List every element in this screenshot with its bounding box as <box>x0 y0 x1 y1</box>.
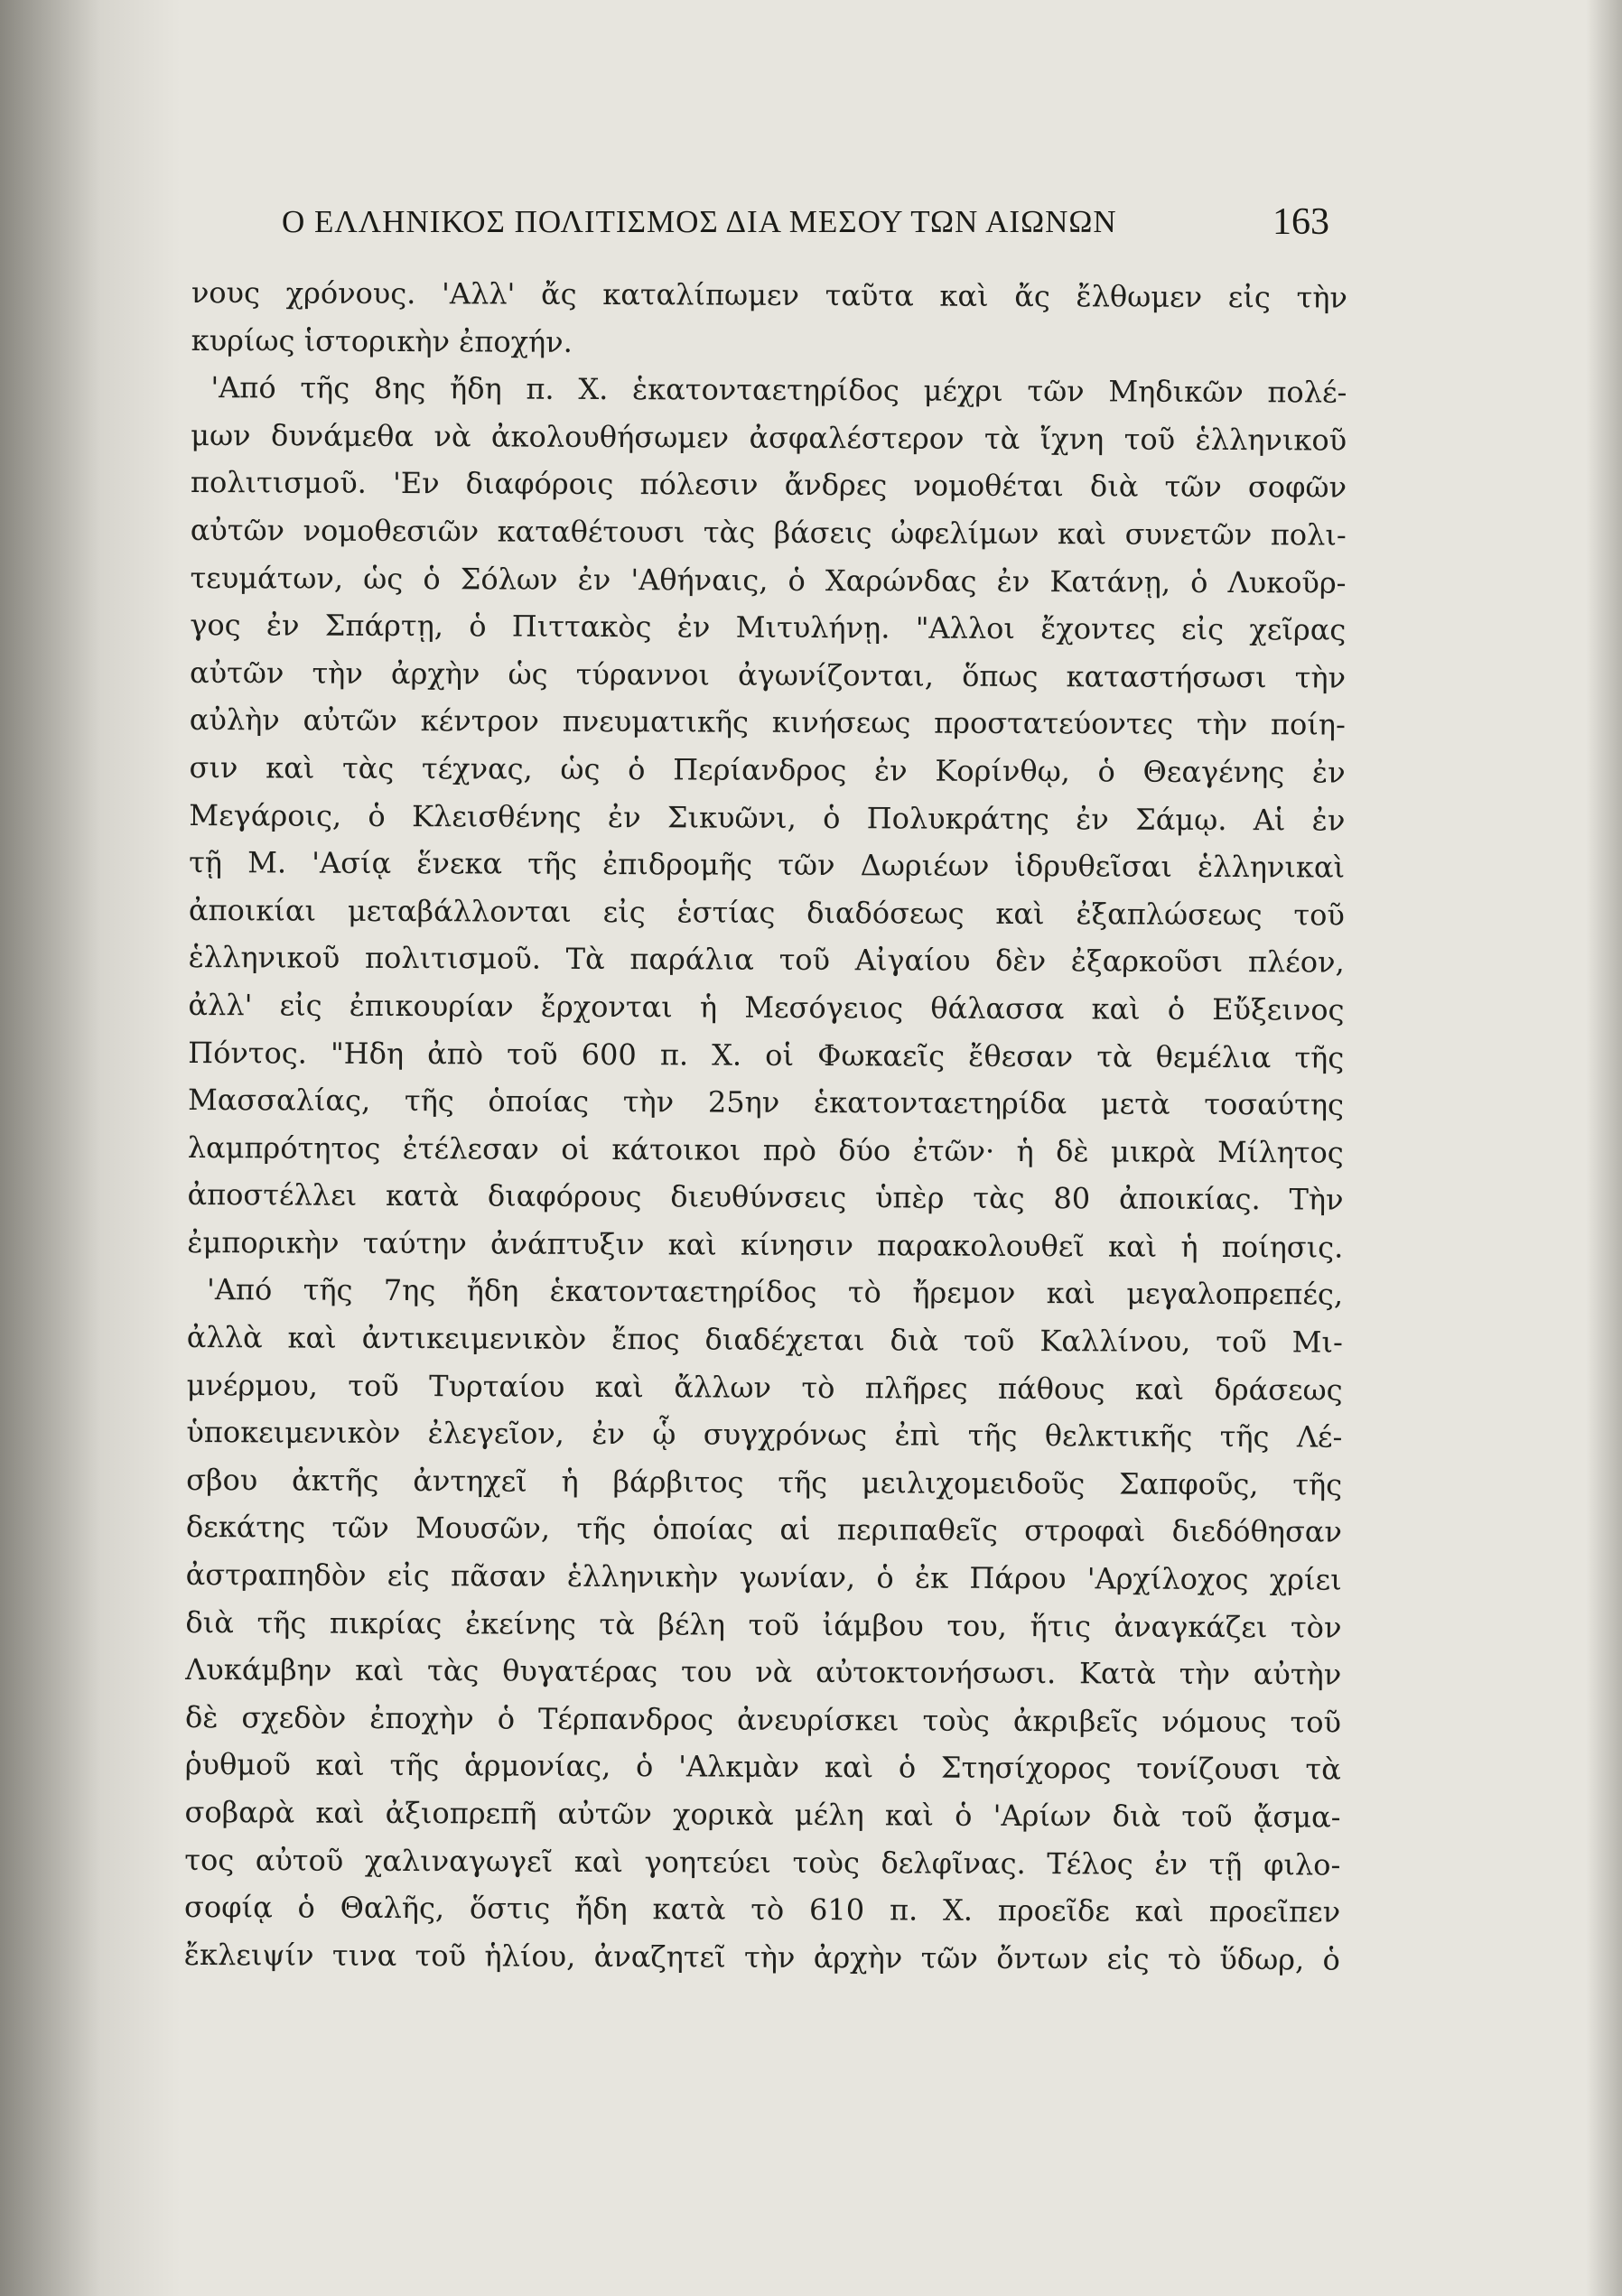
text-line: σβου ἀκτῆς ἀντηχεῖ ἡ βάρβιτος τῆς μειλιχομειδοῦς Σαπφοῦς, τῆς <box>186 1462 1343 1502</box>
text-line: τευμάτων, ὡς ὁ Σόλων ἐν 'Αθήναις, ὁ Χαρώνδας ἐν Κατάνῃ, ὁ Λυκοῦρ- <box>190 560 1347 600</box>
text-line: κυρίως ἱστορικὴν ἐποχήν. <box>191 322 573 359</box>
text-line: αὐτῶν τὴν ἀρχὴν ὡς τύραννοι ἀγωνίζονται, ὅπως καταστήσωσι τὴν <box>189 655 1347 695</box>
body-text <box>184 269 1347 1984</box>
text-line: ἐμπορικὴν ταύτην ἀνάπτυξιν καὶ κίνησιν παρακολουθεῖ καὶ ἡ ποίησις. <box>187 1224 1344 1265</box>
text-line: ἑλληνικοῦ πολιτισμοῦ. Τὰ παράλια τοῦ Αἰγαίου δὲν ἐξαρκοῦσι πλέον, <box>188 940 1345 980</box>
text-line: ὑποκειμενικὸν ἐλεγεῖον, ἐν ᾧ συγχρόνως ἐπὶ τῆς θελκτικῆς τῆς Λέ- <box>186 1415 1343 1455</box>
text-line: ἀλλ' εἰς ἐπικουρίαν ἔρχονται ἡ Μεσόγειος θάλασσα καὶ ὁ Εὔξεινος <box>188 987 1345 1027</box>
text-line: σοφίᾳ ὁ Θαλῆς, ὅστις ἤδη κατὰ τὸ 610 π. Χ. προεῖδε καὶ προεῖπεν <box>184 1890 1341 1929</box>
text-line: ἀλλὰ καὶ ἀντικειμενικὸν ἔπος διαδέχεται διὰ τοῦ Καλλίνου, τοῦ Μι- <box>186 1320 1343 1360</box>
text-line: ἀποικίαι μεταβάλλονται εἰς ἑστίας διαδόσεως καὶ ἐξαπλώσεως τοῦ <box>188 892 1345 933</box>
text-line: ἀστραπηδὸν εἰς πᾶσαν ἑλληνικὴν γωνίαν, ὁ ἐκ Πάρου 'Αρχίλοχος χρίει <box>185 1557 1342 1597</box>
text-line: Πόντος. "Ηδη ἀπὸ τοῦ 600 π. Χ. οἱ Φωκαεῖς ἔθεσαν τὰ θεμέλια τῆς <box>188 1035 1345 1075</box>
text-line: 'Από τῆς 7ης ἤδη ἑκατονταετηρίδος τὸ ἤρεμον καὶ μεγαλοπρεπές, <box>206 1272 1344 1313</box>
text-line: γος ἐν Σπάρτῃ, ὁ Πιττακὸς ἐν Μιτυλήνῃ. "Αλλοι ἔχοντες εἰς χεῖρας <box>190 608 1347 647</box>
text-line: λαμπρότητος ἐτέλεσαν οἱ κάτοικοι πρὸ δύο ἐτῶν· ἡ δὲ μικρὰ Μίλητος <box>187 1129 1344 1170</box>
text-line: Μασσαλίας, τῆς ὁποίας τὴν 25ην ἑκατονταετηρίδα μετὰ τοσαύτης <box>187 1083 1345 1122</box>
page-number: 163 <box>1272 201 1329 243</box>
text-line: σιν καὶ τὰς τέχνας, ὡς ὁ Περίανδρος ἐν Κορίνθῳ, ὁ Θεαγένης ἐν <box>189 749 1346 790</box>
text-line: ῥυθμοῦ καὶ τῆς ἁρμονίας, ὁ 'Αλκμὰν καὶ ὁ Στησίχορος τονίζουσι τὰ <box>184 1747 1341 1787</box>
text-line: Μεγάροις, ὁ Κλεισθένης ἐν Σικυῶνι, ὁ Πολυκράτης ἐν Σάμῳ. Αἱ ἐν <box>189 797 1346 838</box>
running-header-title: Ο ΕΛΛΗΝΙΚΟΣ ΠΟΛΙΤΙΣΜΟΣ ΔΙΑ ΜΕΣΟΥ ΤΩΝ ΑΙΩΝΩΝ <box>282 204 1117 239</box>
text-line: τος αὐτοῦ χαλιναγωγεῖ καὶ γοητεύει τοὺς δελφῖνας. Τέλος ἐν τῇ φιλο- <box>184 1842 1341 1882</box>
page-edge-shadow <box>1586 0 1622 2296</box>
text-line: αὐτῶν νομοθεσιῶν καταθέτουσι τὰς βάσεις ὠφελίμων καὶ συνετῶν πολι- <box>190 512 1347 553</box>
text-line: νους χρόνους. 'Αλλ' ἄς καταλίπωμεν ταῦτα καὶ ἄς ἔλθωμεν εἰς τὴν <box>191 274 1347 315</box>
text-line: 'Από τῆς 8ης ἤδη π. Χ. ἑκατονταετηρίδος μέχρι τῶν Μηδικῶν πολέ- <box>210 370 1347 410</box>
spine-shadow <box>0 0 181 2296</box>
text-line: σοβαρὰ καὶ ἀξιοπρεπῆ αὐτῶν χορικὰ μέλη καὶ ὁ 'Αρίων διὰ τοῦ ᾄσμα- <box>184 1794 1341 1835</box>
text-line: τῇ Μ. 'Ασίᾳ ἕνεκα τῆς ἐπιδρομῆς τῶν Δωριέων ἱδρυθεῖσαι ἑλληνικαὶ <box>189 845 1346 885</box>
text-line: δὲ σχεδὸν ἐποχὴν ὁ Τέρπανδρος ἀνευρίσκει τοὺς ἀκριβεῖς νόμους τοῦ <box>184 1699 1342 1740</box>
text-line: πολιτισμοῦ. 'Εν διαφόροις πόλεσιν ἄνδρες νομοθέται διὰ τῶν σοφῶν <box>190 465 1347 505</box>
text-line: δεκάτης τῶν Μουσῶν, τῆς ὁποίας αἱ περιπαθεῖς στροφαὶ διεδόθησαν <box>185 1510 1342 1550</box>
text-line: Λυκάμβην καὶ τὰς θυγατέρας του νὰ αὐτοκτονήσωσι. Κατὰ τὴν αὐτὴν <box>185 1652 1342 1692</box>
text-line: μων δυνάμεθα νὰ ἀκολουθήσωμεν ἀσφαλέστερον τὰ ἴχνη τοῦ ἑλληνικοῦ <box>191 417 1347 458</box>
running-header <box>282 191 1329 246</box>
text-line: ἀποστέλλει κατὰ διαφόρους διευθύνσεις ὑπὲρ τὰς 80 ἀποικίας. Τὴν <box>187 1177 1344 1217</box>
text-line: διὰ τῆς πικρίας ἐκείνης τὰ βέλη τοῦ ἰάμβου του, ἥτις ἀναγκάζει τὸν <box>185 1604 1342 1645</box>
text-line: αὐλὴν αὐτῶν κέντρον πνευματικῆς κινήσεως προστατεύοντες τὴν ποίη- <box>189 702 1346 742</box>
text-line: μνέρμου, τοῦ Τυρταίου καὶ ἄλλων τὸ πλῆρες πάθους καὶ δράσεως <box>186 1367 1343 1408</box>
text-line: ἔκλειψίν τινα τοῦ ἡλίου, ἀναζητεῖ τὴν ἀρχὴν τῶν ὄντων εἰς τὸ ὕδωρ, ὁ <box>183 1937 1340 1977</box>
